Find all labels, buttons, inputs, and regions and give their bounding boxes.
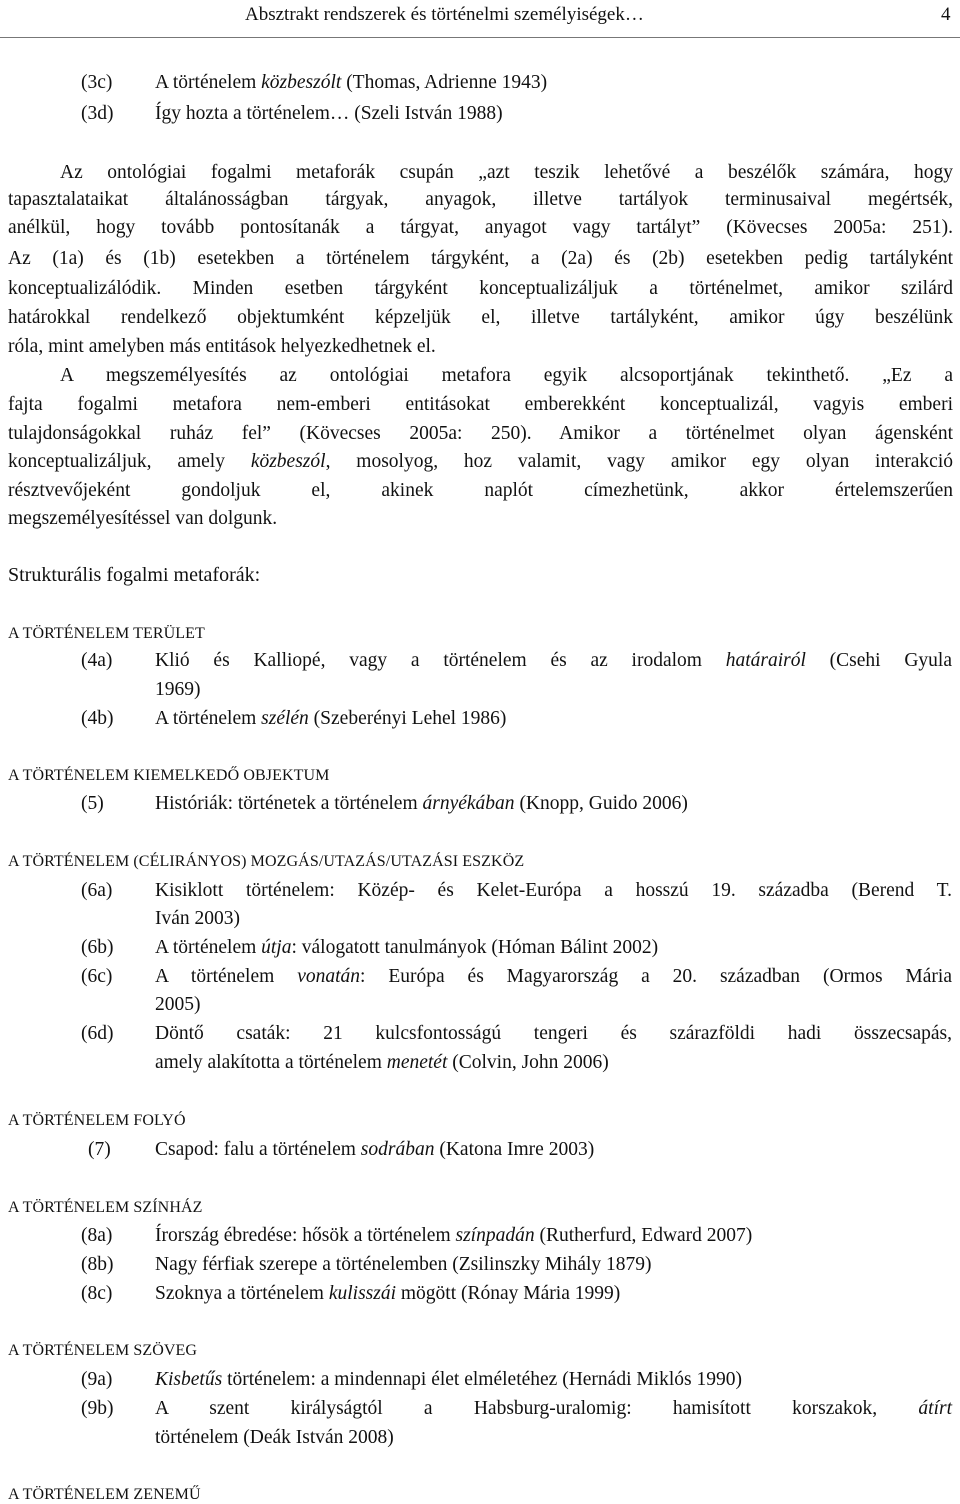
- example-number: (8a): [81, 1225, 113, 1246]
- example-text: Szoknya a történelem kulisszái mögött (Rónay Mária 1999): [155, 1283, 621, 1304]
- paragraph-line: résztvevőjeként gondoljuk el, akinek naplót címezhetünk, akkor értelemszerűen: [8, 480, 953, 501]
- category-title: A TÖRTÉNELEM (CÉLIRÁNYOS) MOZGÁS/UTAZÁS/UTAZÁSI ESZKÖZ: [8, 853, 525, 870]
- example-text: A történelem szélén (Szeberényi Lehel 1986): [155, 708, 507, 729]
- example-text: történelem (Deák István 2008): [155, 1427, 394, 1448]
- section-heading: Strukturális fogalmi metaforák:: [8, 564, 261, 586]
- example-text: A szent királyságtól a Habsburg-uralomig: hamisított korszakok, átírt: [155, 1398, 952, 1419]
- example-number: (4a): [81, 650, 113, 671]
- example-text: Csapod: falu a történelem sodrában (Katona Imre 2003): [155, 1139, 595, 1160]
- paragraph-line: konceptualizáljuk, amely közbeszól, mosolyog, hoz valamit, vagy amikor egy olyan interakció: [8, 451, 954, 472]
- category-title: A TÖRTÉNELEM SZÖVEG: [8, 1342, 198, 1359]
- example-text: 2005): [155, 994, 201, 1015]
- paragraph-line: konceptualizálódik. Minden esetben tárgyként konceptualizáljuk a történelmet, amikor szilárd: [8, 278, 953, 299]
- example-text: amely alakította a történelem menetét (Colvin, John 2006): [155, 1052, 609, 1073]
- example-number: (6b): [81, 937, 114, 958]
- category-title: A TÖRTÉNELEM TERÜLET: [8, 625, 205, 642]
- category-title: A TÖRTÉNELEM ZENEMŰ: [8, 1486, 201, 1503]
- page-number: 4: [941, 4, 951, 25]
- example-number: (8b): [81, 1254, 114, 1275]
- paragraph-line: fajta fogalmi metafora nem-emberi entitásokat emberekként konceptualizál, vagyis emberi: [8, 394, 953, 415]
- example-number: (4b): [81, 708, 114, 729]
- example-text: 1969): [155, 679, 201, 700]
- paragraph-line: megszemélyesítéssel van dolgunk.: [8, 508, 278, 529]
- example-text: Döntő csaták: 21 kulcsfontosságú tengeri és szárazföldi hadi összecsapás,: [155, 1023, 952, 1044]
- paragraph-line: tulajdonságokkal ruház fel” (Kövecses 2005a: 250). Amikor a történelmet olyan ágensként: [8, 423, 953, 444]
- example-number: (6c): [81, 966, 113, 987]
- example-number: (9b): [81, 1398, 114, 1419]
- paragraph-line: róla, mint amelyben más entitások helyezkedhetnek el.: [8, 336, 436, 357]
- example-text: Kisbetűs történelem: a mindennapi élet elméletéhez (Hernádi Miklós 1990): [155, 1369, 743, 1390]
- example-text: Klió és Kalliopé, vagy a történelem és az irodalom határairól (Csehi Gyula: [155, 650, 953, 671]
- category-title: A TÖRTÉNELEM KIEMELKEDŐ OBJEKTUM: [8, 767, 330, 784]
- example-text: Nagy férfiak szerepe a történelemben (Zsilinszky Mihály 1879): [155, 1254, 652, 1275]
- category-title: A TÖRTÉNELEM FOLYÓ: [8, 1112, 186, 1129]
- example-text: A történelem útja: válogatott tanulmányok (Hóman Bálint 2002): [155, 937, 659, 958]
- example-number: (6a): [81, 880, 113, 901]
- example-text: A történelem közbeszólt (Thomas, Adrienne 1943): [155, 72, 548, 93]
- category-title: A TÖRTÉNELEM SZÍNHÁZ: [8, 1199, 203, 1216]
- paragraph-line: Az ontológiai fogalmi metaforák csupán „azt teszik lehetővé a beszélők számára, hogy: [60, 162, 953, 183]
- example-text: A történelem vonatán: Európa és Magyarország a 20. században (Ormos Mária: [155, 966, 952, 987]
- example-number: (5): [81, 793, 104, 814]
- running-title: Absztrakt rendszerek és történelmi személyiségek…: [245, 4, 644, 25]
- example-number: (6d): [81, 1023, 114, 1044]
- example-number: (8c): [81, 1283, 113, 1304]
- example-text: Így hozta a történelem… (Szeli István 1988): [155, 103, 503, 124]
- paragraph-line: határokkal rendelkező objektumként képzeljük el, illetve tartályként, amikor úgy beszélünk: [8, 307, 953, 328]
- page-header: [0, 0, 960, 38]
- example-text: Kisiklott történelem: Közép- és Kelet-Európa a hosszú 19. századba (Berend T.: [155, 880, 952, 901]
- example-number: (9a): [81, 1369, 113, 1390]
- paragraph-line: A megszemélyesítés az ontológiai metafora egyik alcsoportjának tekinthető. „Ez a: [60, 365, 953, 386]
- example-number: (7): [88, 1139, 111, 1160]
- example-text: Históriák: történetek a történelem árnyékában (Knopp, Guido 2006): [155, 793, 688, 814]
- example-text: Iván 2003): [155, 908, 241, 929]
- example-number: (3c): [81, 72, 113, 93]
- paragraph-line: Az (1a) és (1b) esetekben a történelem tárgyként, a (2a) és (2b) esetekben pedig tartályként: [8, 248, 953, 269]
- example-number: (3d): [81, 103, 114, 124]
- paragraph-line: anélkül, hogy tovább pontosítanák a tárgyat, anyagot vagy tartályt” (Kövecses 2005a: 251).: [8, 217, 953, 238]
- example-text: Írország ébredése: hősök a történelem színpadán (Rutherfurd, Edward 2007): [155, 1225, 753, 1246]
- paragraph-line: tapasztalataikat általánosságban tárgyak, anyagok, illetve tartályok terminusaival megértsék,: [8, 189, 953, 210]
